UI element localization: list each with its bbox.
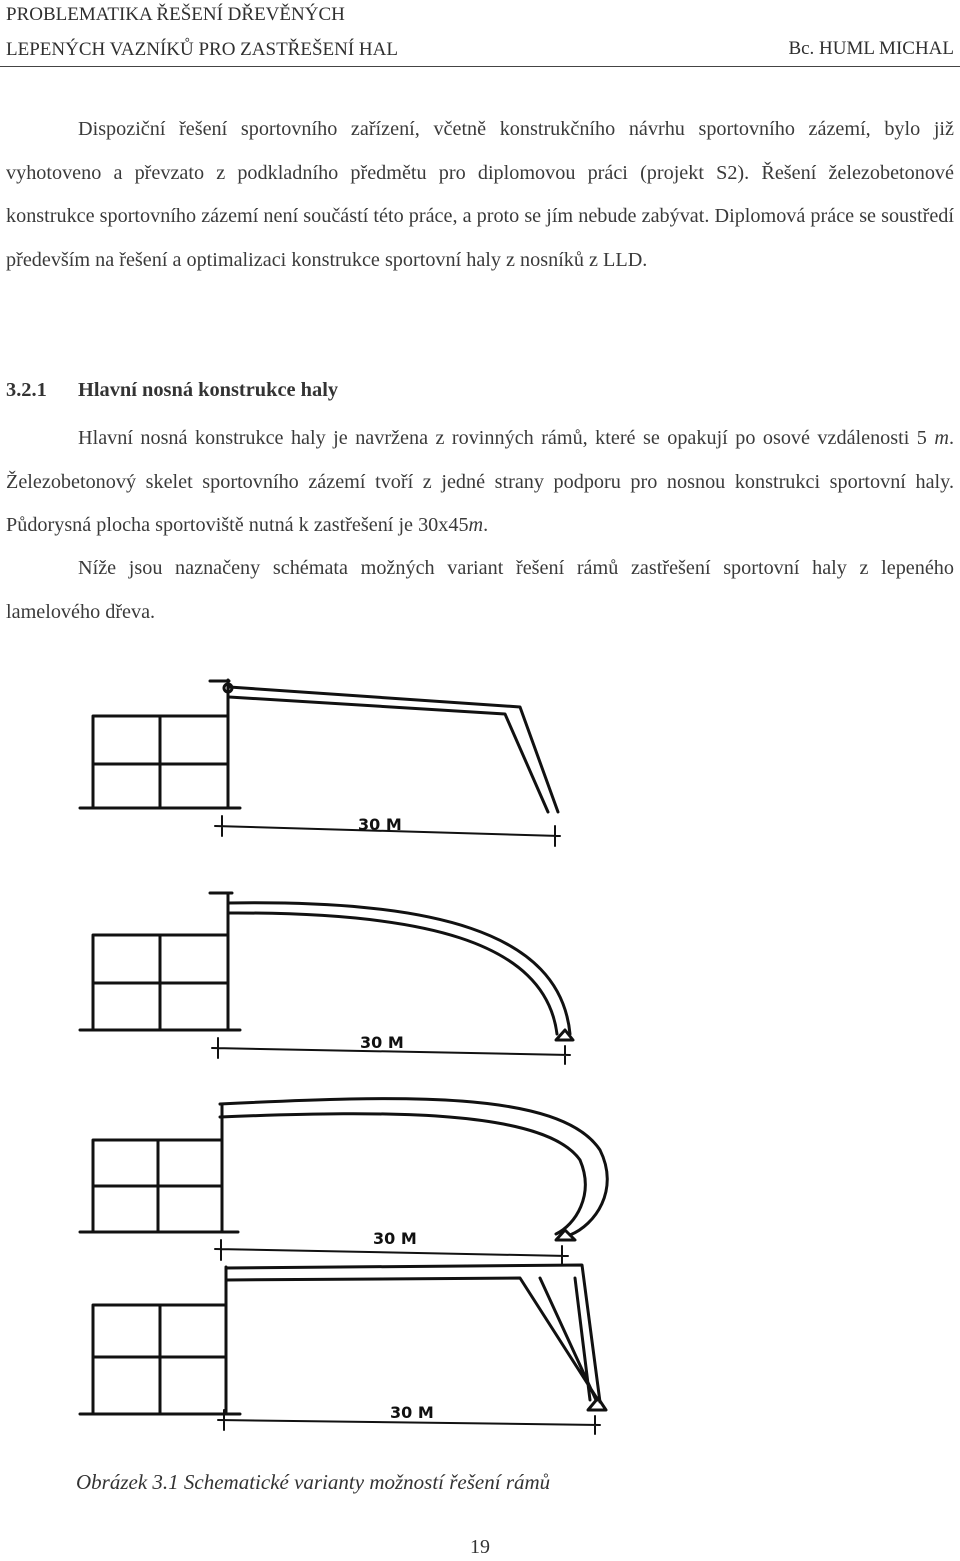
header-title-line1: PROBLEMATIKA ŘEŠENÍ DŘEVĚNÝCH	[6, 4, 345, 25]
span-label-1: 30 M	[358, 815, 402, 834]
header-rule	[0, 66, 960, 67]
header-title-line2: LEPENÝCH VAZNÍKŮ PRO ZASTŘEŠENÍ HAL	[6, 39, 398, 60]
section-p1-unit-a: m	[934, 427, 949, 449]
figure-caption: Obrázek 3.1 Schematické varianty možností řešení rámů	[76, 1470, 551, 1494]
span-label-2: 30 M	[360, 1033, 404, 1052]
section-title: Hlavní nosná konstrukce haly	[78, 379, 339, 401]
variant-3-sketch	[80, 1099, 607, 1264]
variant-1-sketch	[80, 680, 560, 846]
section-p2-text: Níže jsou naznačeny schémata možných variant řešení rámů zastřešení sportovní haly z lepeného lamelového dřeva.	[6, 557, 954, 623]
span-label-4: 30 M	[390, 1403, 434, 1422]
section-paragraph-2	[6, 547, 954, 634]
section-number: 3.2.1	[6, 379, 47, 401]
section-paragraph-1	[6, 417, 954, 548]
section-p1-unit-b: m	[468, 514, 484, 537]
intro-text: Dispoziční řešení sportovního zařízení, včetně konstrukčního návrhu sportovního zázemí, bylo již vyhotoveno a převzato z podkladního předmětu pro diplomovou práci (projekt S2). Řešení železobetonové konstrukce sportovního zázemí není součástí této práce, a proto se jím nebude zabývat. Diplomová práce se soustředí především na řešení a optimalizaci konstrukce sportovní haly z nosníků z LLD.	[6, 118, 954, 271]
variant-4-sketch	[80, 1265, 606, 1434]
section-heading	[6, 379, 338, 402]
intro-paragraph	[6, 108, 954, 282]
section-p1-text-a: Hlavní nosná konstrukce haly je navržena z rovinných rámů, které se opakují po osové vzdálenosti 5	[78, 427, 935, 449]
span-label-3: 30 M	[373, 1229, 417, 1248]
section-p1-text-b: . Železobetonový skelet sportovního zázemí tvoří z jedné strany podporu pro nosnou konstrukci sportovní haly. Půdorysná plocha sportoviště nutná k zastřešení je 30x45	[6, 427, 954, 537]
section-p1-text-c: .	[483, 514, 489, 537]
frame-variants-figure	[0, 660, 960, 1460]
variant-2-sketch	[80, 893, 573, 1064]
page-number: 19	[470, 1536, 490, 1558]
header-author: Bc. HUML MICHAL	[788, 38, 954, 59]
